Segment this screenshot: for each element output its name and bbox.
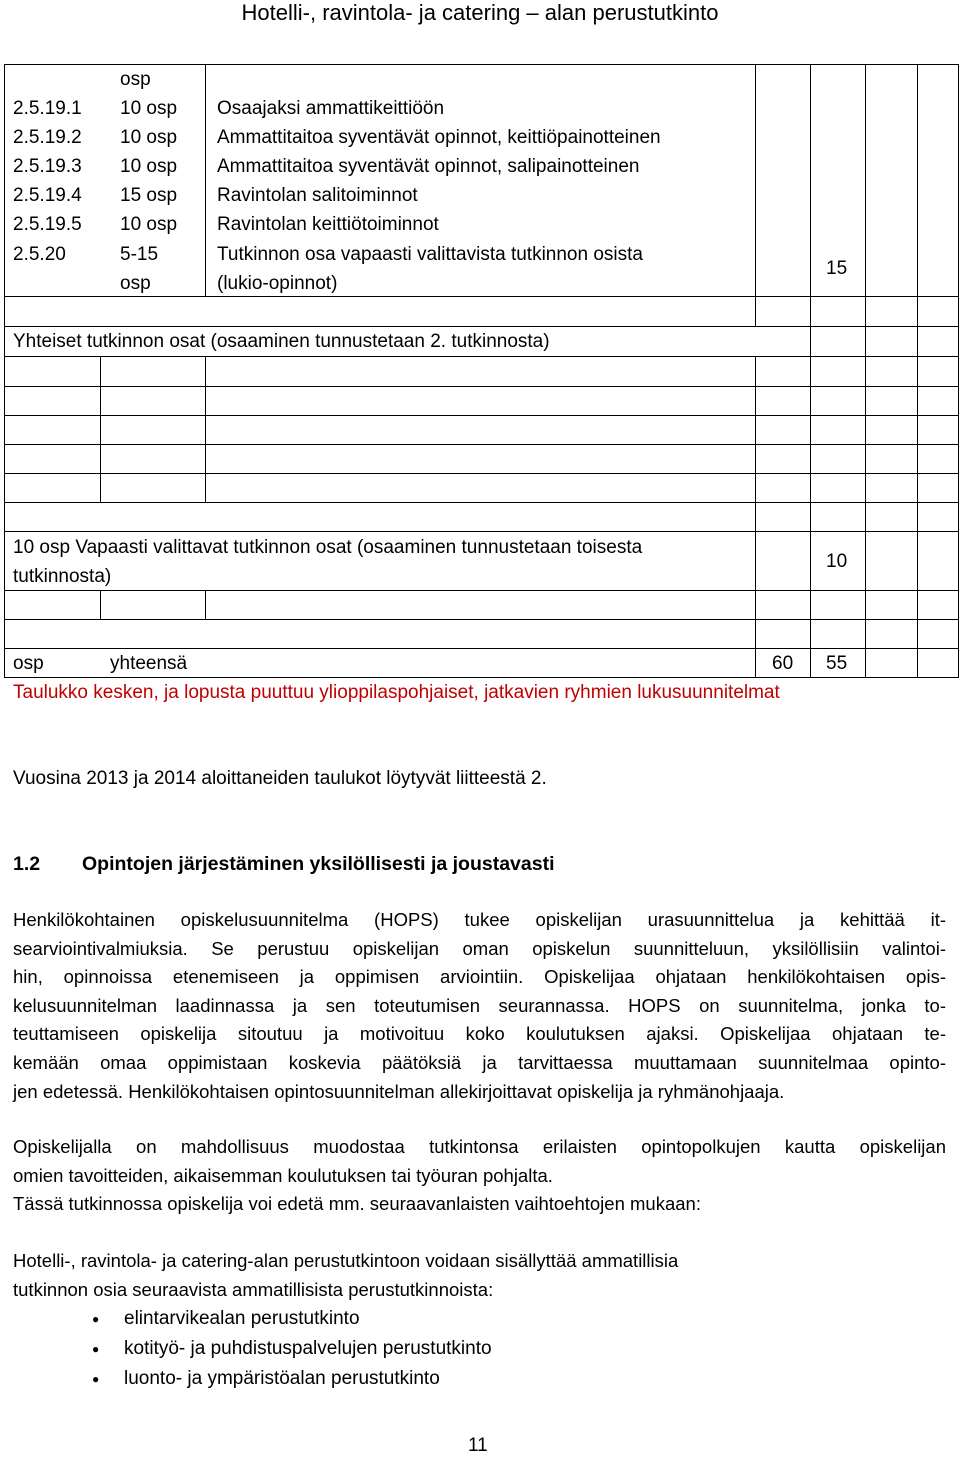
- row-20-name-line1: Tutkinnon osa vapaasti valittavista tutkinnon osista: [217, 244, 643, 265]
- other-qualifications-paragraph: [13, 1247, 946, 1304]
- free-choice-line2: tutkinnosta): [13, 566, 112, 587]
- section-title: Opintojen järjestäminen yksilöllisesti ja joustavasti: [82, 853, 555, 875]
- paragraph-line: Henkilökohtainen opiskelusuunnitelma (HOPS) tukee opiskelijan urasuunnittelua ja kehittää it-: [13, 909, 946, 930]
- bullet-dot-icon: ●: [92, 1372, 100, 1386]
- row-name: Ravintolan salitoiminnot: [217, 185, 418, 206]
- free-choice-value: 10: [826, 551, 848, 572]
- paragraph-line: teuttamiseen opiskelija sitoutuu ja motivoituu koko koulutuksen ajaksi. Opiskelijaa ohjataan te-: [13, 1023, 946, 1045]
- row-20-osp-line1: 5-15: [120, 244, 159, 265]
- row-osp: 10 osp: [120, 127, 178, 148]
- page-header-title: Hotelli-, ravintola- ja catering – alan perustutkinto: [241, 0, 719, 25]
- section-number: 1.2: [13, 853, 41, 875]
- paragraph-line: kelusuunnitelman laadinnassa ja sen toteutumisen seurannassa. HOPS on suunnitelma, jonka to-: [13, 994, 946, 1016]
- row-name: Osaajaksi ammattikeittiöön: [217, 98, 445, 119]
- incomplete-table-note: Taulukko kesken, ja lopusta puuttuu ylioppilaspohjaiset, jatkavien ryhmien lukusuunnitelmat: [13, 682, 780, 703]
- paragraph-line: omien tavoitteiden, aikaisemman koulutuksen tai työuran pohjalta.: [13, 1164, 553, 1186]
- row-osp: 15 osp: [120, 185, 178, 206]
- paragraph-line: jen edetessä. Henkilökohtaisen opintosuunnitelman allekirjoittavat opiskelija ja ryhmänohjaaja.: [13, 1080, 785, 1102]
- row-code: 2.5.19.1: [13, 98, 82, 119]
- bullet-dot-icon: ●: [92, 1312, 100, 1326]
- total-value-a: 60: [772, 653, 794, 674]
- total-value-b: 55: [826, 653, 848, 674]
- row-name: Ammattitaitoa syventävät opinnot, keittiöpainotteinen: [217, 127, 661, 148]
- hops-paragraph: [13, 906, 946, 1106]
- paragraph-line: hin, opinnoissa etenemiseen ja oppimisen arviointiin. Opiskelijaa ohjataan henkilökohtaisen opis-: [13, 966, 946, 988]
- row-name: Ravintolan keittiötoiminnot: [217, 214, 439, 235]
- row-20-value: 15: [826, 258, 848, 279]
- row-20-name-line2: (lukio-opinnot): [217, 273, 338, 294]
- paragraph-line: Hotelli-, ravintola- ja catering-alan perustutkintoon voidaan sisällyttää ammatillisia: [13, 1250, 679, 1271]
- row-osp: 10 osp: [120, 214, 178, 235]
- common-units-heading: Yhteiset tutkinnon osat (osaaminen tunnustetaan 2. tutkinnosta): [13, 331, 550, 352]
- appendix-note: Vuosina 2013 ja 2014 aloittaneiden taulukot löytyvät liitteestä 2.: [13, 768, 547, 789]
- row-code: 2.5.19.3: [13, 156, 82, 177]
- page-number: 11: [468, 1435, 488, 1456]
- bullet-dot-icon: ●: [92, 1342, 100, 1356]
- free-choice-line1: 10 osp Vapaasti valittavat tutkinnon osat (osaaminen tunnustetaan toisesta: [13, 537, 643, 558]
- table-continued-unit: osp: [120, 69, 151, 90]
- bullet-item: elintarvikealan perustutkinto: [124, 1308, 360, 1329]
- row-name: Ammattitaitoa syventävät opinnot, salipainotteinen: [217, 156, 640, 177]
- total-label: yhteensä: [110, 653, 188, 674]
- study-paths-paragraph: [13, 1133, 946, 1219]
- total-unit: osp: [13, 653, 44, 674]
- bullet-item: luonto- ja ympäristöalan perustutkinto: [124, 1368, 440, 1389]
- row-20-code: 2.5.20: [13, 244, 66, 265]
- row-20-osp-line2: osp: [120, 273, 151, 294]
- row-osp: 10 osp: [120, 156, 178, 177]
- paragraph-line: tutkinnon osia seuraavista ammatillisista perustutkinnoista:: [13, 1278, 494, 1300]
- paragraph-line: kemään omaa oppimistaan koskevia päätöksiä ja tarvittaessa muuttamaan suunnitelmaa opinto-: [13, 1051, 946, 1073]
- bullet-item: kotityö- ja puhdistuspalvelujen perustutkinto: [124, 1338, 492, 1359]
- row-code: 2.5.19.2: [13, 127, 82, 148]
- paragraph-line: Opiskelijalla on mahdollisuus muodostaa tutkintonsa erilaisten opintopolkujen kautta opiskelijan: [13, 1136, 946, 1157]
- row-code: 2.5.19.4: [13, 185, 82, 206]
- paragraph-line: Tässä tutkinnossa opiskelija voi edetä mm. seuraavanlaisten vaihtoehtojen mukaan:: [13, 1193, 701, 1215]
- row-osp: 10 osp: [120, 98, 178, 119]
- row-code: 2.5.19.5: [13, 214, 82, 235]
- paragraph-line: searviointivalmiuksia. Se perustuu opiskelijan oman opiskelun suunnitteluun, yksilöllisiin valintoi-: [13, 937, 946, 959]
